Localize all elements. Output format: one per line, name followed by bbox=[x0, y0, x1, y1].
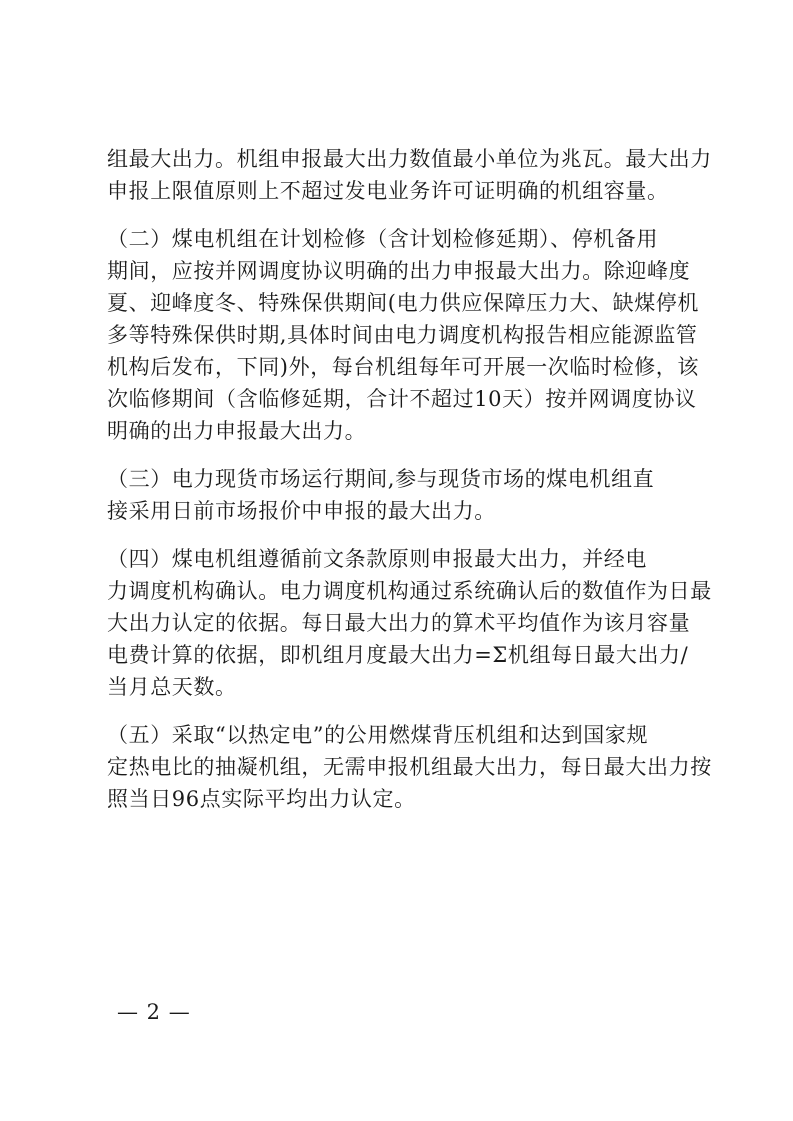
text-line: 期间，应按并网调度协议明确的出力申报最大出力。除迎峰度 bbox=[107, 259, 691, 283]
text-line: （四）煤电机组遵循前文条款原则申报最大出力，并经电 bbox=[107, 547, 647, 571]
text-line: 机构后发布，下同)外，每台机组每年可开展一次临时检修，该 bbox=[107, 355, 699, 379]
text-line: （二）煤电机组在计划检修（含计划检修延期）、停机备用 bbox=[107, 227, 659, 251]
text-line: 大出力认定的依据。每日最大出力的算术平均值作为该月容量 bbox=[107, 611, 691, 635]
text-line: 组最大出力。机组申报最大出力数值最小单位为兆瓦。最大出力 bbox=[107, 147, 712, 171]
text-line: （五）采取“以热定电”的公用燃煤背压机组和达到国家规 bbox=[107, 723, 649, 747]
text-line: 接采用日前市场报价中申报的最大出力。 bbox=[107, 499, 496, 523]
text-line: 申报上限值原则上不超过发电业务许可证明确的机组容量。 bbox=[107, 179, 669, 203]
text-line: 当月总天数。 bbox=[107, 675, 237, 699]
text-line: 电费计算的依据，即机组月度最大出力=Σ机组每日最大出力/ bbox=[107, 643, 689, 667]
paragraph bbox=[107, 543, 712, 703]
text-line: 明确的出力申报最大出力。 bbox=[107, 419, 367, 443]
text-line: 照当日96点实际平均出力认定。 bbox=[107, 787, 416, 811]
text-line: 多等特殊保供时期,具体时间由电力调度机构报告相应能源监管 bbox=[107, 323, 698, 347]
text-line: 定热电比的抽凝机组，无需申报机组最大出力，每日最大出力按 bbox=[107, 755, 712, 779]
text-line: 次临修期间（含临修延期，合计不超过10天）按并网调度协议 bbox=[107, 387, 697, 411]
body-text bbox=[107, 143, 712, 815]
paragraph bbox=[107, 719, 712, 815]
text-line: 力调度机构确认。电力调度机构通过系统确认后的数值作为日最 bbox=[107, 579, 712, 603]
paragraph bbox=[107, 463, 695, 527]
text-line: 夏、迎峰度冬、特殊保供期间(电力供应保障压力大、缺煤停机 bbox=[107, 291, 699, 315]
page-number: — 2 — bbox=[117, 1000, 191, 1024]
paragraph bbox=[107, 223, 699, 447]
paragraph bbox=[107, 143, 712, 207]
text-line: （三）电力现货市场运行期间,参与现货市场的煤电机组直 bbox=[107, 467, 655, 491]
